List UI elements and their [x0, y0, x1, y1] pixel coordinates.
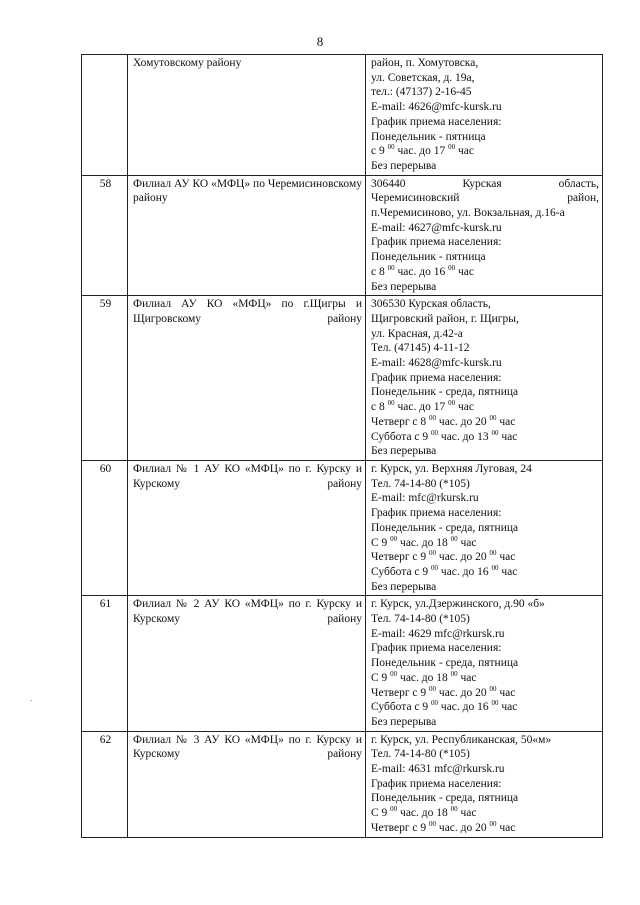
row-number	[82, 55, 128, 176]
branch-name: Филиал АУ КО «МФЦ» по Черемисиновскому району	[128, 175, 366, 296]
margin-mark: .	[30, 693, 33, 703]
address-line: Без перерыва	[371, 159, 437, 172]
address-line: Суббота с 9 $^{00}$ час. до 16 $^{00}$ час	[371, 699, 518, 714]
address-line: Суббота с 9 $^{00}$ час. до 16 $^{00}$ час	[371, 563, 518, 578]
page-number: 8	[316, 34, 324, 49]
address-line: район, п. Хомутовска,	[371, 57, 479, 69]
branch-address-schedule	[366, 596, 603, 731]
address-line: 306530 Курская область,	[371, 298, 491, 311]
address-line: E-mail: 4628@mfc-kursk.ru	[371, 357, 502, 370]
address-line: с 8 $^{00}$ час. до 16 $^{00}$ час	[371, 263, 474, 278]
branch-name: Хомутовскому району	[128, 55, 366, 176]
address-line: Понедельник - среда, пятница	[371, 792, 519, 805]
table-row	[82, 460, 603, 595]
branch-address-schedule	[366, 175, 603, 296]
address-line: с 8 $^{00}$ час. до 17 $^{00}$ час	[371, 399, 474, 414]
address-line: ул. Советская, д. 19а,	[371, 71, 475, 84]
address-line: Без перерыва	[371, 580, 437, 593]
address-line: E-mail: 4629 mfc@rkursk.ru	[371, 627, 505, 640]
row-number: 62	[82, 731, 128, 837]
mfc-branch-table	[81, 54, 603, 838]
address-line: Тел. 74-14-80 (*105)	[371, 477, 470, 490]
address-line: Четверг с 9 $^{00}$ час. до 20 $^{00}$ час	[371, 684, 516, 699]
branch-name: Филиал № 1 АУ КО «МФЦ» по г. Курску и Курскому району	[128, 460, 366, 595]
branch-address-schedule	[366, 55, 603, 176]
address-line: г. Курск, ул. Республиканская, 50«м»	[371, 733, 552, 746]
table-row	[82, 175, 603, 296]
table-body	[82, 55, 603, 838]
address-line: E-mail: mfc@rkursk.ru	[371, 492, 479, 505]
address-line: Четверг с 8 $^{00}$ час. до 20 $^{00}$ час	[371, 413, 516, 428]
row-number: 60	[82, 460, 128, 595]
address-line: С 9 $^{00}$ час. до 18 $^{00}$ час	[371, 669, 477, 684]
address-line: График приема населения:	[371, 115, 502, 128]
address-line: График приема населения:	[371, 507, 502, 520]
branch-name: Филиал № 3 АУ КО «МФЦ» по г. Курску и Курскому району	[128, 731, 366, 837]
address-line: Черемисиновский район,	[371, 192, 599, 205]
address-line: ул. Красная, д.42-а	[371, 327, 463, 340]
address-line: г. Курск, ул. Верхняя Луговая, 24	[371, 462, 532, 475]
address-line: E-mail: 4631 mfc@rkursk.ru	[371, 763, 505, 776]
table-row	[82, 296, 603, 461]
branch-address-schedule	[366, 460, 603, 595]
address-line: Четверг с 9 $^{00}$ час. до 20 $^{00}$ час	[371, 819, 516, 834]
address-line: График приема населения:	[371, 777, 502, 790]
table-row	[82, 731, 603, 837]
address-line: С 9 $^{00}$ час. до 18 $^{00}$ час	[371, 805, 477, 820]
address-line: Без перерыва	[371, 715, 437, 728]
address-line: Понедельник - среда, пятница	[371, 386, 519, 399]
address-line: График приема населения:	[371, 371, 502, 384]
address-line: п.Черемисиново, ул. Вокзальная, д.16-а	[371, 207, 565, 220]
row-number: 61	[82, 596, 128, 731]
table-row	[82, 596, 603, 731]
address-line: E-mail: 4627@mfc-kursk.ru	[371, 221, 502, 234]
address-line: Понедельник - среда, пятница	[371, 657, 519, 670]
address-line: Щигровский район, г. Щигры,	[371, 312, 519, 325]
address-line: С 9 $^{00}$ час. до 18 $^{00}$ час	[371, 534, 477, 549]
address-line: г. Курск, ул.Дзержинского, д.90 «б»	[371, 598, 545, 611]
branch-name: Филиал № 2 АУ КО «МФЦ» по г. Курску и Курскому району	[128, 596, 366, 731]
table-row	[82, 55, 603, 176]
address-line: Тел. 74-14-80 (*105)	[371, 748, 470, 761]
address-line: Тел. 74-14-80 (*105)	[371, 613, 470, 626]
branch-name: Филиал АУ КО «МФЦ» по г.Щигры и Щигровскому району	[128, 296, 366, 461]
address-line: 306440 Курская область,	[371, 177, 599, 190]
address-line: Тел. (47145) 4-11-12	[371, 342, 470, 355]
address-line: Понедельник - среда, пятница	[371, 521, 519, 534]
address-line: График приема населения:	[371, 236, 502, 249]
address-line: тел.: (47137) 2-16-45	[371, 86, 472, 99]
branch-address-schedule	[366, 731, 603, 837]
address-line: Понедельник - пятница	[371, 251, 486, 264]
row-number: 59	[82, 296, 128, 461]
branch-address-schedule	[366, 296, 603, 461]
address-line: Суббота с 9 $^{00}$ час. до 13 $^{00}$ час	[371, 428, 518, 443]
address-line: Без перерыва	[371, 280, 437, 293]
address-line: График приема населения:	[371, 642, 502, 655]
row-number: 58	[82, 175, 128, 296]
address-line: Четверг с 9 $^{00}$ час. до 20 $^{00}$ час	[371, 549, 516, 564]
address-line: с 9 $^{00}$ час. до 17 $^{00}$ час	[371, 143, 474, 158]
address-line: Понедельник - пятница	[371, 130, 486, 143]
address-line: Без перерыва	[371, 445, 437, 458]
address-line: E-mail: 4626@mfc-kursk.ru	[371, 101, 502, 114]
